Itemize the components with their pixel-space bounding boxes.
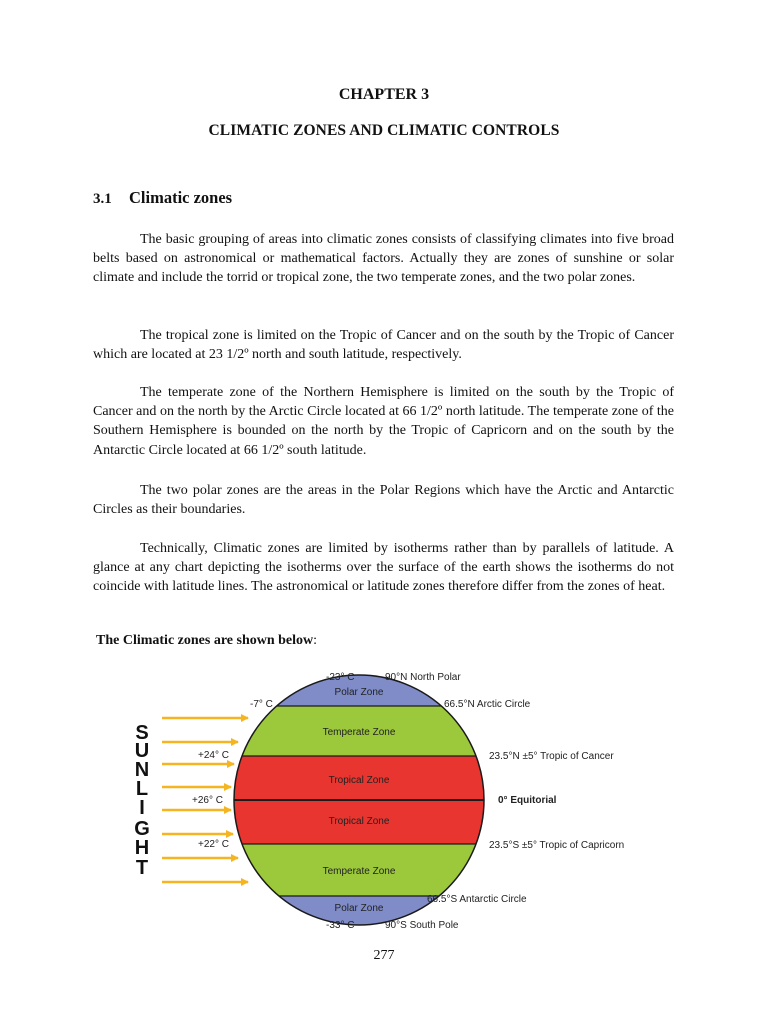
paragraph-2-text: The tropical zone is limited on the Tropic of Cancer and on the south by the Tropic of Cancer which are located at 23 1/2º north and south latitude, respectively. bbox=[93, 328, 674, 363]
latitude-label: 90°S South Pole bbox=[385, 920, 459, 931]
sunlight-letter: N bbox=[134, 759, 150, 781]
paragraph-3-text: The temperate zone of the Northern Hemisphere is limited on the south by the Tropic of Cancer and on the north by the Arctic Circle located at 66 1/2º north latitude. The temperate zone of the Southern Hemisphere is bounded on the north by the Tropic of Capricorn and on the south by the Antarctic Circle located at 66 1/2º south latitude. bbox=[93, 385, 674, 458]
temperature-label: -33° C bbox=[326, 920, 355, 931]
zone-label: Tropical Zone bbox=[328, 775, 390, 786]
sunlight-letter: S bbox=[135, 722, 149, 744]
paragraph-1-text: The basic grouping of areas into climatic zones consists of classifying climates into five broad belts based on astronomical or mathematical factors. Actually they are zones of sunshine or solar climate and include the torrid or tropical zone, the two temperate zones, and the two polar zones. bbox=[93, 232, 674, 286]
latitude-label: 90°N North Polar bbox=[385, 672, 461, 683]
paragraph-1 bbox=[93, 230, 674, 288]
latitude-label: 66.5°S Antarctic Circle bbox=[427, 894, 527, 905]
sunlight-letter: I bbox=[139, 797, 145, 819]
latitude-label: 23.5°N ±5° Tropic of Cancer bbox=[489, 751, 614, 762]
globe bbox=[230, 674, 490, 928]
climatic-zones-diagram bbox=[120, 664, 650, 936]
sunlight-letter: U bbox=[134, 740, 150, 762]
section-heading bbox=[93, 188, 232, 208]
zone-label: Temperate Zone bbox=[322, 866, 396, 877]
figure-caption-bold: The Climatic zones are shown below bbox=[96, 633, 314, 648]
sunlight-letter: H bbox=[134, 837, 150, 859]
paragraph-5-text: Technically, Climatic zones are limited by isotherms rather than by parallels of latitude. A glance at any chart depicting the isotherms over the surface of the earth shows the isotherms do not coincide with latitude lines. The astronomical or latitude zones therefore differ from the zones of heat. bbox=[93, 541, 674, 595]
sunlight-letter: G bbox=[134, 818, 150, 840]
paragraph-4-text: The two polar zones are the areas in the Polar Regions which have the Arctic and Antarctic Circles as their boundaries. bbox=[93, 483, 674, 518]
sunlight-letter: L bbox=[135, 778, 149, 800]
latitude-label: 23.5°S ±5° Tropic of Capricorn bbox=[489, 840, 625, 851]
paragraph-5 bbox=[93, 539, 674, 597]
latitude-label: 0° Equitorial bbox=[498, 795, 557, 806]
figure-caption bbox=[96, 633, 317, 649]
temperature-label: +22° C bbox=[198, 839, 229, 850]
page-number: 277 bbox=[373, 948, 395, 963]
paragraph-4 bbox=[93, 481, 674, 519]
chapter-heading: CHAPTER 3 bbox=[338, 86, 430, 103]
paragraph-2 bbox=[93, 326, 674, 364]
zone-label: Temperate Zone bbox=[322, 727, 396, 738]
section-number: 3.1 bbox=[93, 191, 112, 207]
temperature-label: -23° C bbox=[326, 672, 355, 683]
zone-label: Tropical Zone bbox=[328, 816, 390, 827]
sunlight-letter: T bbox=[135, 857, 149, 879]
paragraph-3 bbox=[93, 383, 674, 460]
latitude-label: 66.5°N Arctic Circle bbox=[444, 699, 531, 710]
zone-label: Polar Zone bbox=[334, 687, 384, 698]
section-title: Climatic zones bbox=[129, 188, 233, 207]
temperature-label: +26° C bbox=[192, 795, 223, 806]
figure-caption-suffix: : bbox=[313, 633, 318, 648]
temperature-label: +24° C bbox=[198, 750, 229, 761]
zone-label: Polar Zone bbox=[334, 903, 384, 914]
chapter-title: CLIMATIC ZONES AND CLIMATIC CONTROLS bbox=[208, 122, 560, 139]
sunlight-label bbox=[134, 722, 150, 879]
temperature-label: -7° C bbox=[250, 699, 273, 710]
